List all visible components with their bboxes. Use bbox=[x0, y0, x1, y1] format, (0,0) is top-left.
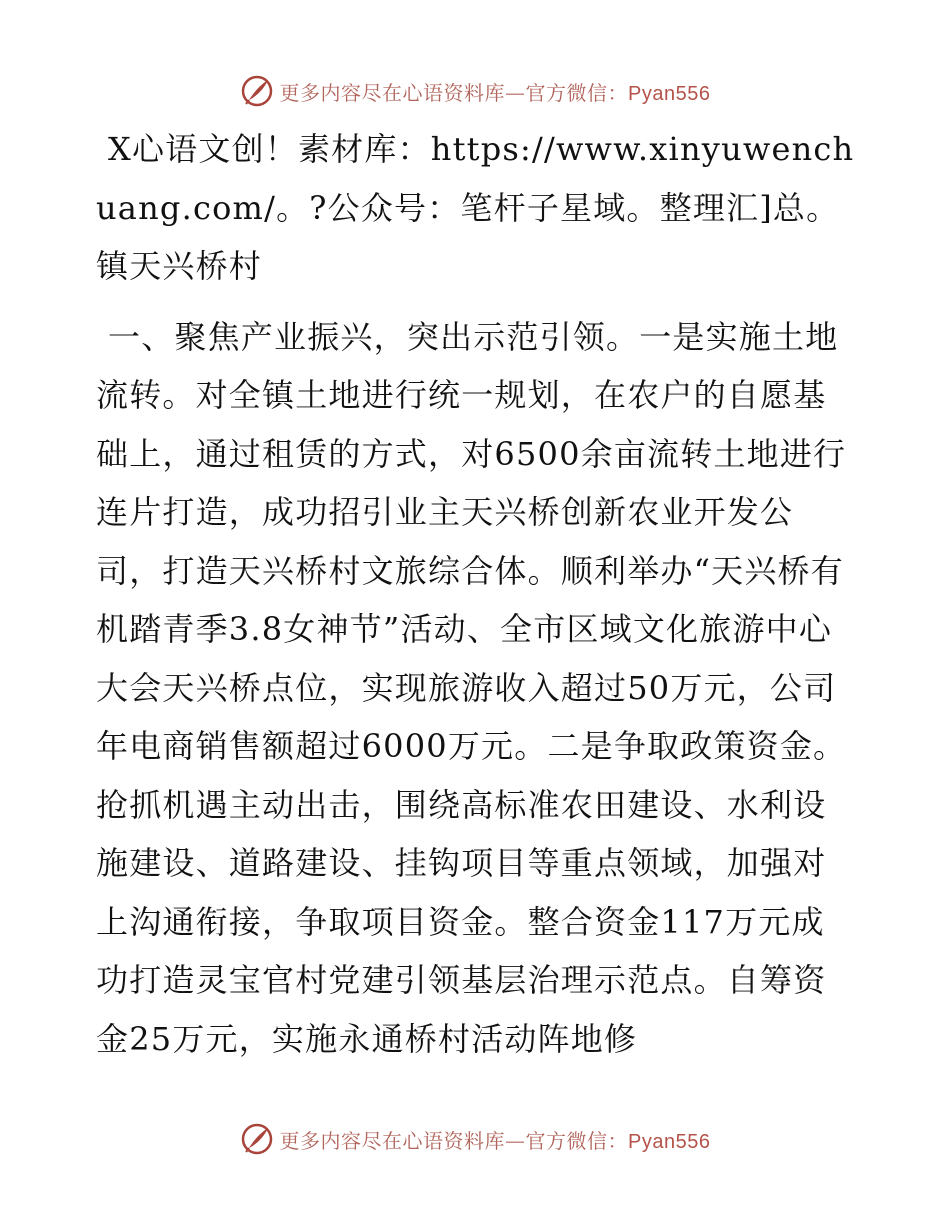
banner-wechat-id: Pyan556 bbox=[628, 82, 711, 105]
banner-separator: — bbox=[505, 80, 526, 105]
banner-wechat-id: Pyan556 bbox=[628, 1130, 711, 1153]
banner-slogan: 更多内容尽在心语资料库 bbox=[279, 80, 506, 105]
banner-slogan: 更多内容尽在心语资料库 bbox=[279, 1128, 506, 1153]
header-watermark-banner bbox=[0, 71, 950, 111]
banner-text bbox=[280, 1125, 711, 1154]
footer-watermark-banner bbox=[0, 1119, 950, 1159]
banner-separator: — bbox=[505, 1128, 526, 1153]
feather-pen-icon bbox=[240, 74, 274, 108]
banner-wechat-label: 官方微信： bbox=[525, 80, 629, 105]
banner-text bbox=[280, 77, 711, 106]
document-body bbox=[96, 120, 856, 1068]
banner-wechat-label: 官方微信： bbox=[525, 1128, 629, 1153]
title-paragraph: X心语文创！素材库：https://www.xinyuwenchuang.com/。?公众号：笔杆子星域。整理汇]总。镇天兴桥村 bbox=[96, 130, 855, 285]
feather-pen-icon bbox=[240, 1122, 274, 1156]
body-paragraph: 一、聚焦产业振兴，突出示范引领。一是实施土地流转。对全镇土地进行统一规划，在农户的自愿基础上，通过租赁的方式，对6500余亩流转土地进行连片打造，成功招引业主天兴桥创新农业开发公司，打造天兴桥村文旅综合体。顺利举办“天兴桥有机踏青季3.8女神节”活动、全市区域文化旅游中心大会天兴桥点位，实现旅游收入超过50万元，公司年电商销售额超过6000万元。二是争取政策资金。抢抓机遇主动出击，围绕高标准农田建设、水利设施建设、道路建设、挂钩项目等重点领域，加强对上沟通衔接，争取项目资金。整合资金117万元成功打造灵宝官村党建引领基层治理示范点。自筹资金25万元，实施永通桥村活动阵地修 bbox=[96, 317, 847, 1058]
